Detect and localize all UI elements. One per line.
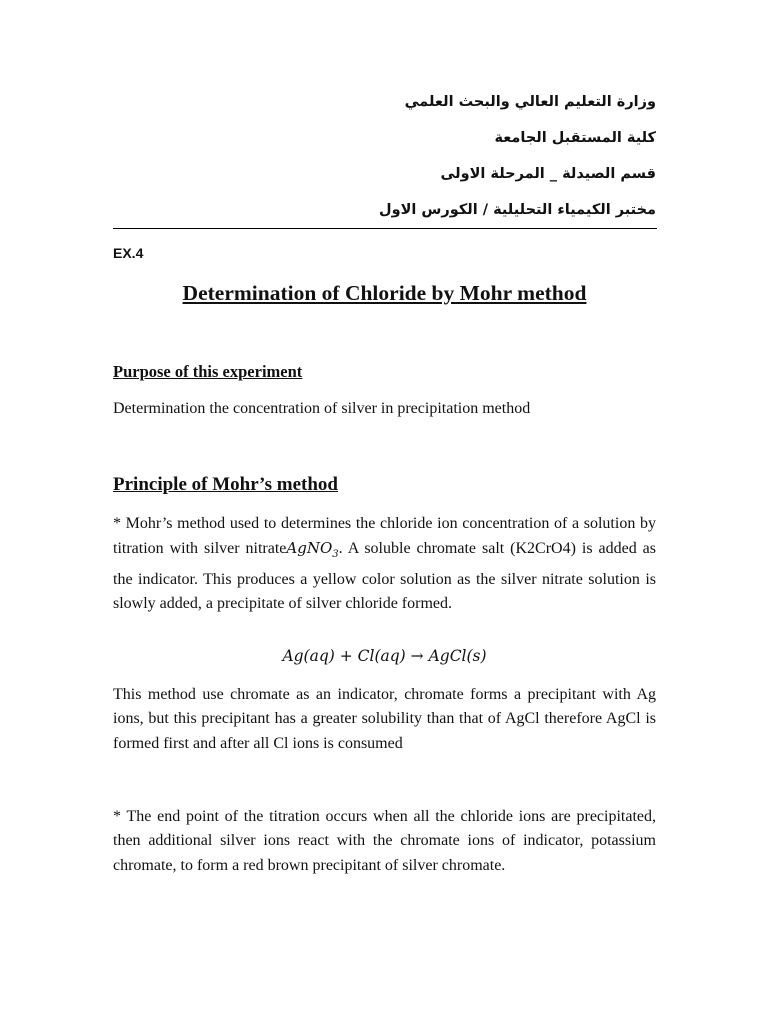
equation-product: AgCl(s) — [428, 647, 487, 665]
header-line-college: كلية المستقبل الجامعة — [494, 130, 656, 146]
formula-subscript: 3 — [332, 549, 339, 561]
header-line-department: قسم الصيدلة _ المرحلة الاولى — [440, 166, 656, 182]
equation-reactant-1: Ag(aq) — [282, 647, 335, 665]
equation-plus: + — [334, 647, 358, 665]
p1-text-before: * Mohr’s method used to determines the chloride ion concentration of a solution by titration with silver nitrate — [113, 515, 656, 558]
principle-heading: Principle of Mohr’s method — [113, 474, 338, 495]
page-title: Determination of Chloride by Mohr method — [182, 281, 587, 305]
equation-reactant-2: Cl(aq) — [357, 647, 406, 665]
header-line-ministry: وزارة التعليم العالي والبحث العلمي — [404, 94, 656, 110]
principle-paragraph-3: * The end point of the titration occurs when all the chloride ions are precipitated, then additional silver ions react with the chromate ions of indicator, potassium chromate, to form a red brown precipitant of silver chromate. — [113, 808, 656, 874]
purpose-text: Determination the concentration of silver in precipitation method — [113, 400, 531, 417]
formula-main: AgNO — [286, 539, 333, 558]
header-divider — [113, 228, 657, 229]
header-line-lab: مختبر الكيمياء التحليلية / الكورس الاول — [379, 202, 656, 218]
experiment-label: EX.4 — [113, 245, 144, 261]
principle-paragraph-2: This method use chromate as an indicator, chromate forms a precipitant with Ag ions, but this precipitant has a greater solubility than that of AgCl therefore AgCl is formed first and after all Cl ions is consumed — [113, 686, 656, 752]
arabic-header — [113, 88, 656, 232]
reaction-equation — [113, 647, 656, 665]
silver-nitrate-formula — [286, 539, 339, 561]
principle-paragraph-1 — [113, 512, 656, 616]
purpose-heading: Purpose of this experiment — [113, 362, 303, 381]
p1-text-after: . A soluble chromate salt (K2CrO4) is added as the indicator. This produces a yellow color solution as the silver nitrate solution is slowly added, a precipitate of silver chloride formed. — [113, 540, 657, 612]
equation-arrow: → — [405, 647, 429, 665]
